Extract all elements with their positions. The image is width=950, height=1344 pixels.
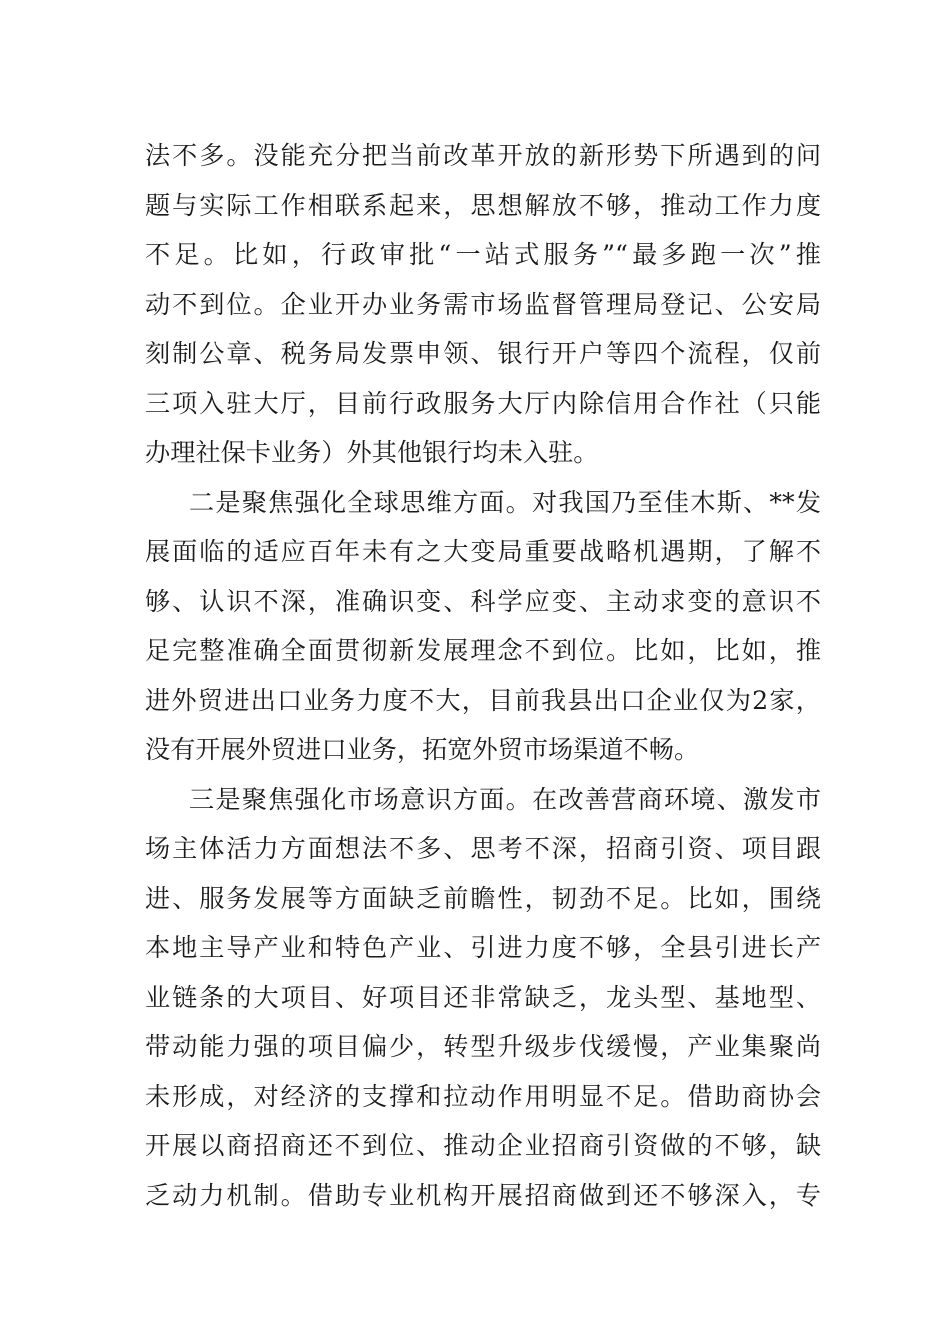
text-line: 题与实际工作相联系起来，思想解放不够，推动工作力度 xyxy=(145,190,821,220)
text-line: 展面临的适应百年未有之大变局重要战略机遇期，了解不 xyxy=(145,537,821,566)
text-line: 不足。比如，行政审批“一站式服务”“最多跑一次”推 xyxy=(145,240,821,269)
text-line: 未形成，对经济的支撑和拉动作用明显不足。借助商协会 xyxy=(145,1081,821,1111)
text-line: 动不到位。企业开办业务需市场监督管理局登记、公安局 xyxy=(145,289,821,319)
paragraph-first-line: 二是聚焦强化全球思维方面。对我国乃至佳木斯、**发 xyxy=(189,487,821,517)
text-line: 三项入驻大厅，目前行政服务大厅内除信用合作社（只能 xyxy=(145,388,821,418)
text-line: 法不多。没能充分把当前改革开放的新形势下所遇到的问 xyxy=(145,141,821,170)
text-line: 足完整准确全面贯彻新发展理念不到位。比如，比如，推 xyxy=(145,636,821,665)
text-line: 开展以商招商还不到位、推动企业招商引资做的不够，缺 xyxy=(145,1131,821,1160)
text-line: 够、认识不深，准确识变、科学应变、主动求变的意识不 xyxy=(145,586,821,616)
text-line: 场主体活力方面想法不多、思考不深，招商引资、项目跟 xyxy=(145,834,821,863)
text-line: 进外贸进出口业务力度不大，目前我县出口企业仅为2家， xyxy=(145,685,821,715)
text-line: 带动能力强的项目偏少，转型升级步伐缓慢，产业集聚尚 xyxy=(145,1032,821,1061)
text-line: 办理社保卡业务）外其他银行均未入驻。 xyxy=(145,438,599,467)
text-line: 乏动力机制。借助专业机构开展招商做到还不够深入，专 xyxy=(145,1180,821,1210)
paragraph-first-line: 三是聚焦强化市场意识方面。在改善营商环境、激发市 xyxy=(189,784,821,814)
body-text xyxy=(145,131,821,1220)
text-line: 刻制公章、税务局发票申领、银行开户等四个流程，仅前 xyxy=(145,339,821,368)
text-line: 业链条的大项目、好项目还非常缺乏，龙头型、基地型、 xyxy=(145,982,821,1012)
text-line: 没有开展外贸进口业务，拓宽外贸市场渠道不畅。 xyxy=(145,735,700,764)
text-line: 本地主导产业和特色产业、引进力度不够，全县引进长产 xyxy=(145,933,821,962)
text-line: 进、服务发展等方面缺乏前瞻性，韧劲不足。比如，围绕 xyxy=(145,883,821,913)
